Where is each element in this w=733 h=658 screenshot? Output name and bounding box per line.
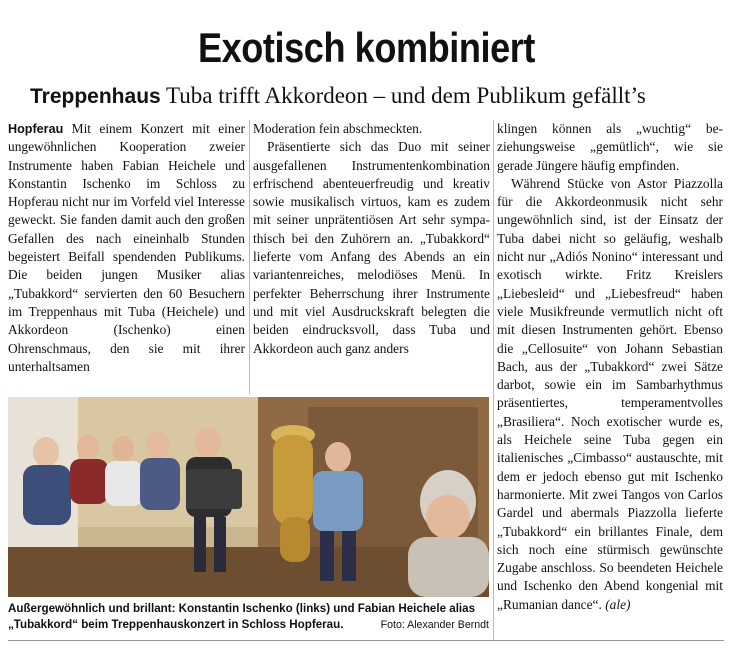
column-divider (493, 120, 494, 640)
photo-credit: Foto: Alexander Berndt (380, 619, 489, 631)
author-byline: (ale) (605, 596, 631, 612)
article-column-1 (8, 120, 245, 376)
paragraph: Moderation fein abschmeckten. (253, 121, 423, 136)
bottom-divider (8, 640, 724, 641)
article-column-3 (497, 120, 723, 614)
subheadline: Tuba trifft Akkordeon – und dem Publikum gefällt’s (166, 83, 646, 108)
caption-text: Außergewöhnlich und brillant: Konstantin Ischenko (links) und Fabian Heichele alias „Tubakkord“ beim Treppenhauskonzert in Schloss Hopferau. (8, 602, 476, 631)
kicker: Treppenhaus (30, 85, 161, 108)
concert-photo (8, 397, 489, 597)
subheadline-line (30, 82, 720, 111)
article-column-2 (253, 120, 490, 358)
paragraph: Präsentierte sich das Duo mit seiner ausgefallenen Instrumentenkombination erfrischend abenteuerfreudig und kreativ sowie musikalisch virtuos, kam es zudem mit seiner unprätentiösen Art sehr sympathisch bei den Zuhörern an. „Tubakkord“ lieferte vom Anfang des Abends an ein variantenreiches, melodiöses Menü. In perfekter Beherrschung ihrer Instrumente und mit viel Ausdruckskraft belegten die beiden eindrucksvoll, dass Tuba und Akkordeon auch ganz anders (253, 139, 490, 356)
paragraph-text: Während Stücke von Astor Piazzolla für die Akkordeonmusik nicht sehr ungewöhnlich sind, ist der Einsatz der Tuba dabei nicht so geläufig, weshalb nicht nur „Adiós Nonino“ interessant und exotisch wirkte. Fritz Kreislers „Liebesleid“ und „Liebesfreud“ haben viele Musikfreunde vermutlich nicht oft mit diesen Instrumenten gehört. Ebenso die „Cellosuite“ von Johann Sebastian Bach, aus der „Tubakkord“ zwei Sätze darbot, sowie ein im Sambarhythmus präsentiertes, temperamentvolles „Brasiliera“. Noch exotischer wurde es, als Heichele seine Tuba gegen ein italienisches „Cimbasso“ austauschte, mit dem er jedoch ebenso gut mit Ischenko harmonierte. Mit zwei Tangos von Carlos Gardel und abermals Piazzolla lieferte „Tubakkord“ ein brillantes Finale, dem sich noch eine stürmisch gewünschte Zugabe anschloss. So beendeten Heichele und Ischenko den Abend kongenial mit „Rumanian dance“. (497, 175, 723, 612)
column-divider (249, 120, 250, 394)
photo-caption (8, 601, 489, 633)
headline: Exotisch kombiniert (197, 24, 536, 71)
paragraph (8, 120, 245, 376)
paragraph (497, 175, 723, 614)
dateline: Hopferau (8, 122, 64, 136)
paragraph-text: Mit einem Konzert mit einer ungewöhnlichen Kooperation zweier Instrumente haben Fabian Heichele und Konstantin Ischenko im Schloss zu Hopferau nicht nur im Vorfeld viel Interesse geweckt. Sie fanden damit auch den großen Gefallen des nach eineinhalb Stunden begeistert Beifall spendenden Publikums. Die beiden jungen Musiker alias „Tubakkord“ servierten den 60 Besuchern im Treppenhaus mit Tuba (Heichele) und Akkordeon (Ischenko) einen Ohrenschmaus, den sie mit ihrer unterhaltsamen (8, 121, 245, 374)
paragraph: klingen können als „wuchtig“ beziehungsweise „gemütlich“, wie sie gerade Jüngere häufig empfinden. (497, 121, 723, 173)
concert-photo-illustration (8, 397, 489, 597)
